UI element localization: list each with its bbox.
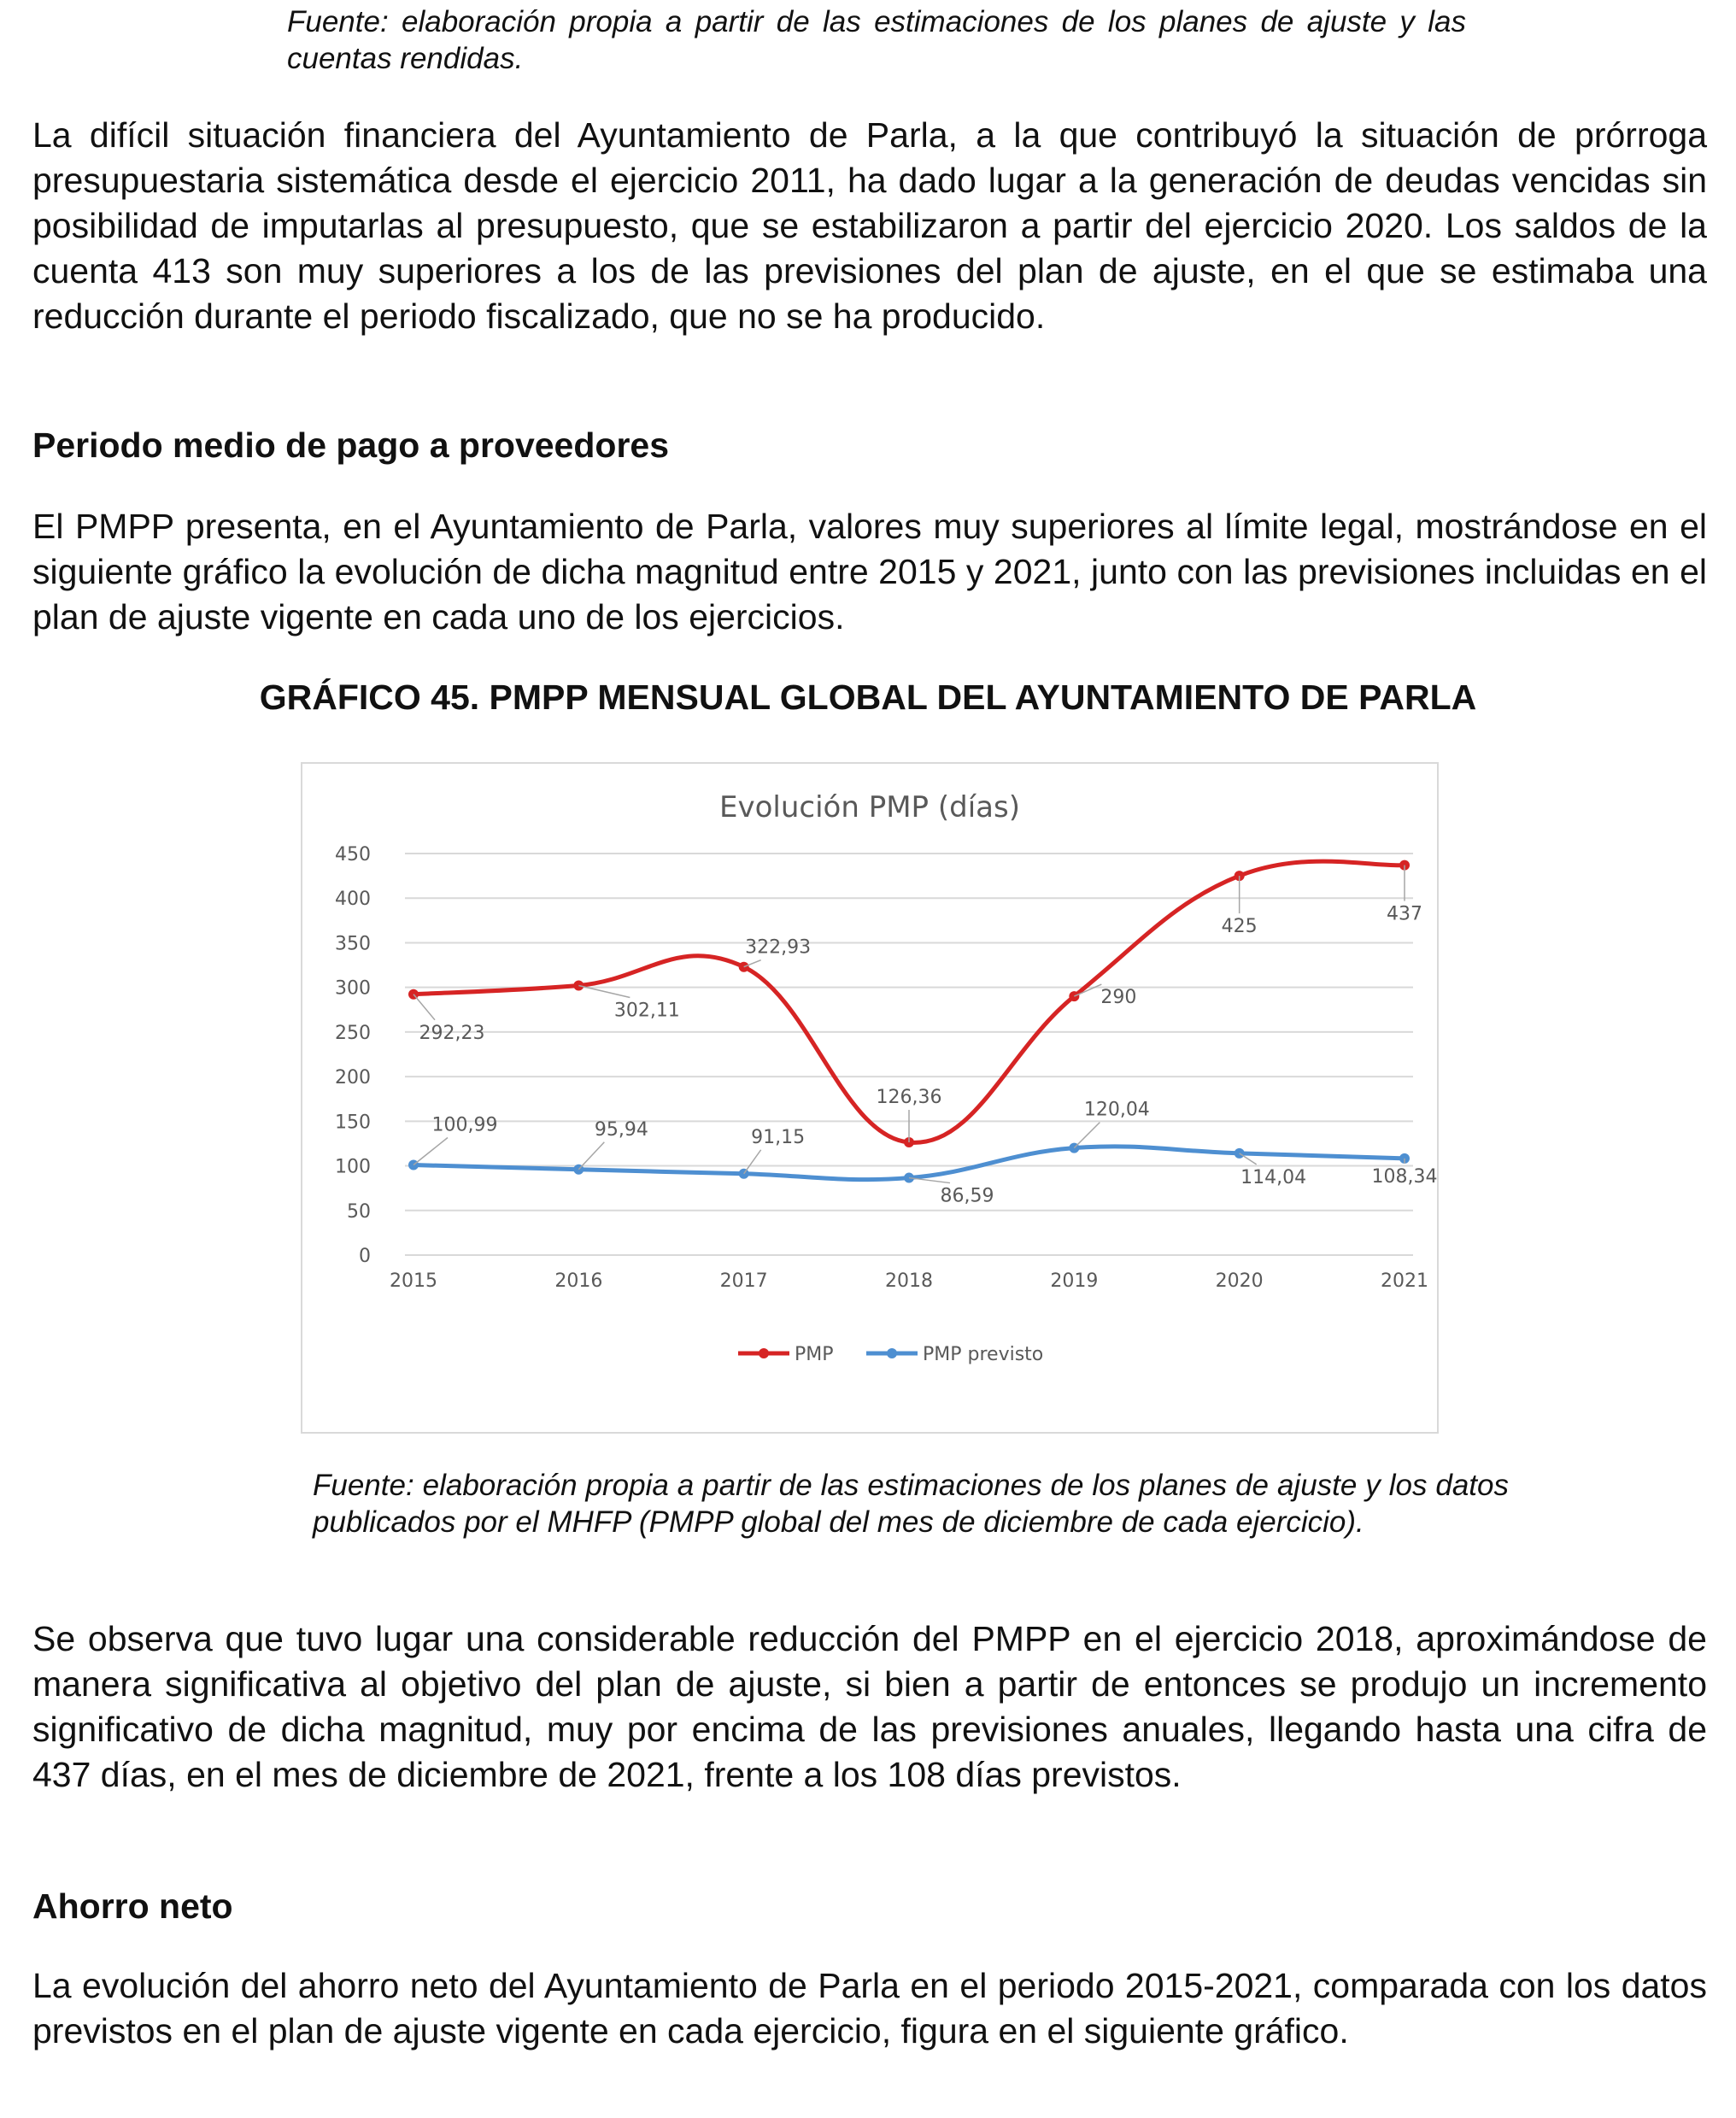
pmp-chart — [301, 762, 1439, 1434]
legend-swatch-marker — [759, 1348, 769, 1358]
paragraph-pmpp-intro: El PMPP presenta, en el Ayuntamiento de Parla, valores muy superiores al límite legal, mostrándose en el siguiente gráfico la evolución de dicha magnitud entre 2015 y 2021, junto con las previsiones incluidas en el plan de ajuste vigente en cada uno de los ejercicios. — [32, 507, 1707, 637]
data-label: 100,99 — [431, 1114, 498, 1136]
data-label: 95,94 — [594, 1118, 648, 1141]
y-tick-label: 150 — [335, 1112, 371, 1134]
data-label: 114,04 — [1240, 1166, 1307, 1188]
chart-title: Evolución PMP (días) — [719, 790, 1020, 824]
data-label: 425 — [1221, 916, 1258, 938]
x-tick-label: 2020 — [1215, 1270, 1264, 1292]
y-tick-label: 200 — [335, 1067, 371, 1089]
legend-label: PMP previsto — [923, 1344, 1044, 1365]
data-label: 302,11 — [613, 1000, 680, 1022]
data-label-leader — [413, 994, 435, 1020]
y-tick-label: 100 — [335, 1156, 371, 1178]
x-tick-label: 2015 — [390, 1270, 437, 1292]
x-tick-label: 2017 — [719, 1270, 768, 1292]
y-tick-label: 350 — [335, 933, 371, 955]
paragraph-ahorro-neto: La evolución del ahorro neto del Ayuntamiento de Parla en el periodo 2015-2021, comparada con los datos previstos en el plan de ajuste vigente en cada ejercicio, figura en el siguiente gráfico. — [32, 1966, 1707, 2051]
y-tick-label: 0 — [359, 1246, 371, 1267]
data-label: 86,59 — [940, 1185, 994, 1207]
y-tick-label: 450 — [335, 844, 371, 865]
heading-ahorro-neto: Ahorro neto — [32, 1886, 233, 1926]
data-point — [1069, 991, 1079, 1001]
top-source-caption: Fuente: elaboración propia a partir de las estimaciones de los planes de ajuste y las cuentas rendidas. — [287, 5, 1466, 75]
x-tick-label: 2016 — [554, 1270, 603, 1292]
legend-label: PMP — [795, 1344, 834, 1365]
x-tick-label: 2018 — [885, 1270, 933, 1292]
data-label: 120,04 — [1083, 1099, 1150, 1121]
figure-source-caption: Fuente: elaboración propia a partir de las estimaciones de los planes de ajuste y los datos publicados por el MHFP (PMPP global del mes de diciembre de cada ejercicio). — [313, 1469, 1509, 1539]
data-label: 108,34 — [1371, 1165, 1437, 1188]
x-tick-label: 2021 — [1381, 1270, 1428, 1292]
data-label: 126,36 — [876, 1087, 942, 1109]
paragraph-pmpp-reduccion: Se observa que tuvo lugar una considerable reducción del PMPP en el ejercicio 2018, aproximándose de manera significativa al objetivo del plan de ajuste, si bien a partir de entonces se produjo un incremento significativo de dicha magnitud, muy por encima de las previsiones anuales, llegando hasta una cifra de 437 días, en el mes de diciembre de 2021, frente a los 108 días previstos. — [32, 1619, 1707, 1794]
data-label: 91,15 — [751, 1126, 806, 1148]
data-label-leader — [1074, 1123, 1100, 1148]
y-tick-label: 400 — [335, 889, 371, 911]
y-tick-label: 50 — [347, 1200, 371, 1223]
figure-title: GRÁFICO 45. PMPP MENSUAL GLOBAL DEL AYUNTAMIENTO DE PARLA — [259, 678, 1477, 717]
data-label: 292,23 — [419, 1022, 485, 1044]
data-label: 437 — [1387, 903, 1422, 925]
heading-pmp: Periodo medio de pago a proveedores — [32, 425, 670, 465]
data-label: 322,93 — [745, 936, 812, 959]
data-label-leader — [413, 1138, 448, 1165]
data-label: 290 — [1100, 987, 1137, 1009]
legend-swatch-marker — [887, 1348, 897, 1358]
data-label-leader — [909, 1178, 950, 1183]
y-tick-label: 300 — [335, 977, 371, 1000]
x-tick-label: 2019 — [1050, 1270, 1099, 1292]
data-label-leader — [744, 1150, 761, 1174]
paragraph-deuda: La difícil situación financiera del Ayuntamiento de Parla, a la que contribuyó la situación de prórroga presupuestaria sistemática desde el ejercicio 2011, ha dado lugar a la generación de deudas vencidas sin posibilidad de imputarlas al presupuesto, que se estabilizaron a partir del ejercicio 2020. Los saldos de la cuenta 413 son muy superiores a los de las previsiones del plan de ajuste, en el que se estimaba una reducción durante el periodo fiscalizado, que no se ha producido. — [32, 115, 1707, 336]
y-tick-label: 250 — [335, 1022, 371, 1044]
